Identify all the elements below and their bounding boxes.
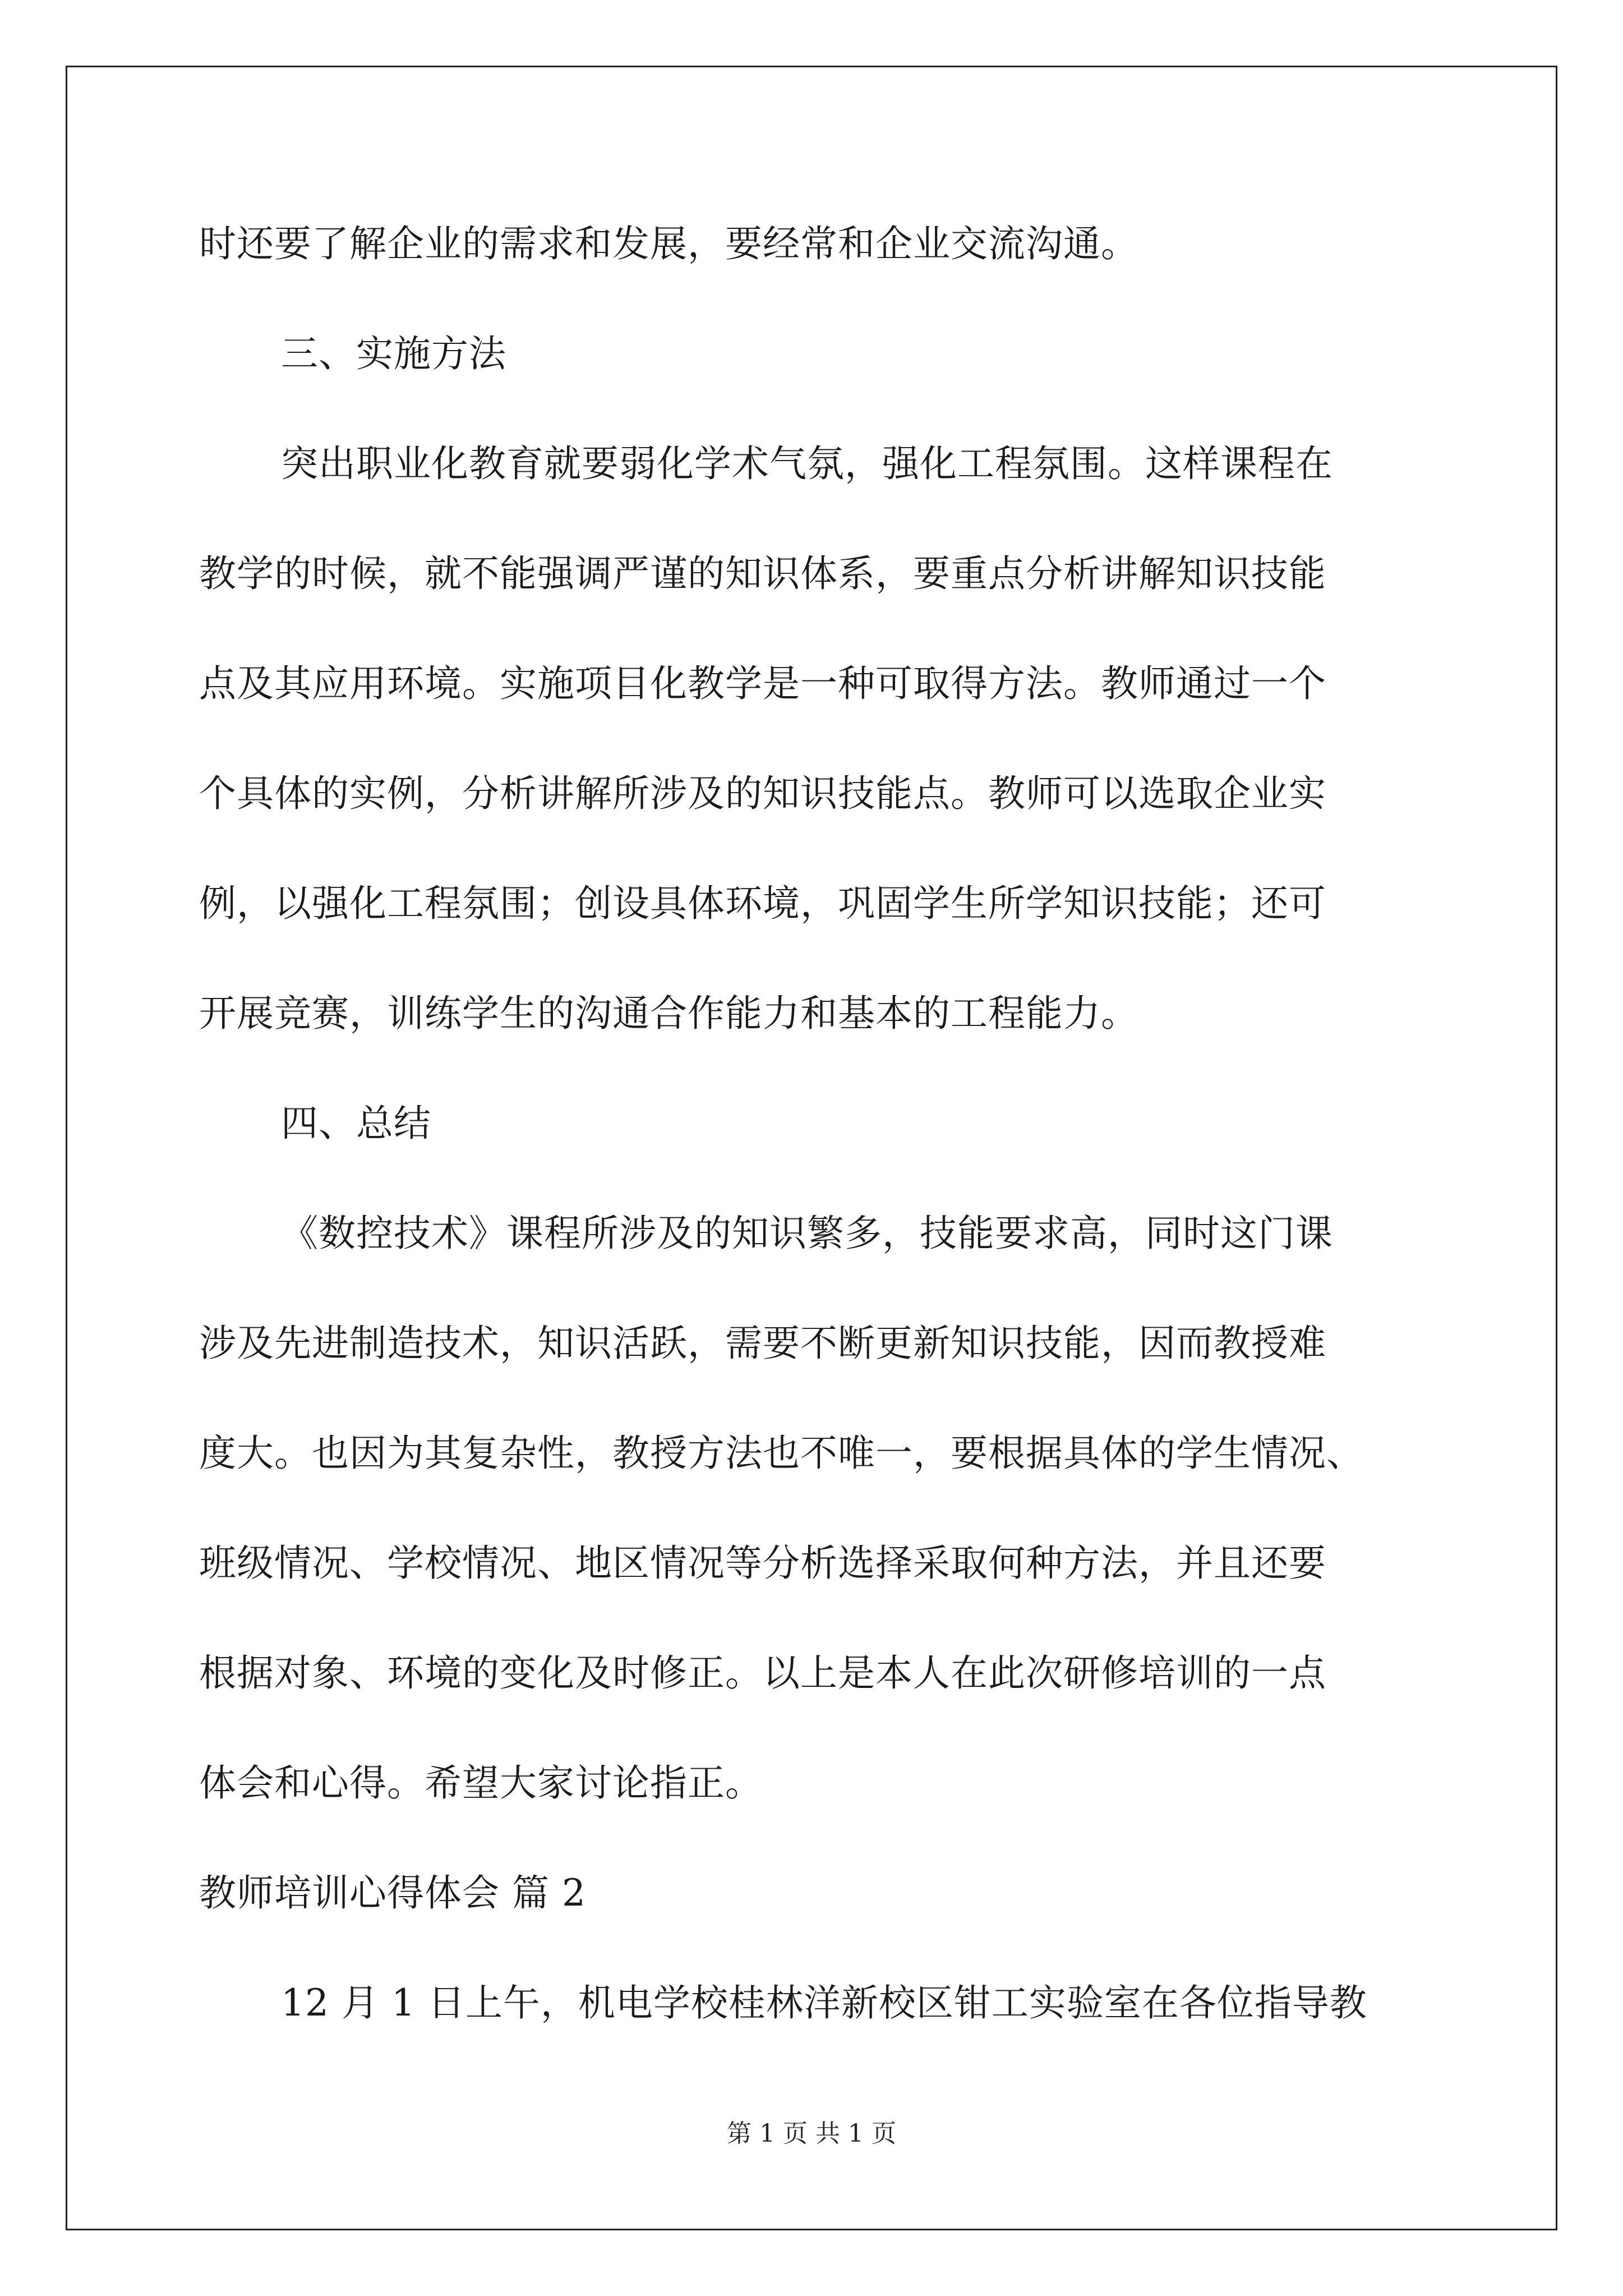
text-line: 个具体的实例，分析讲解所涉及的知识技能点。教师可以选取企业实 (199, 772, 1326, 815)
text-line: 12 月 1 日上午，机电学校桂林洋新校区钳工实验室在各位指导教 (281, 1981, 1367, 2024)
text-line: 例，以强化工程氛围；创设具体环境，巩固学生所学知识技能；还可 (199, 882, 1326, 925)
text-line: 度大。也因为其复杂性，教授方法也不唯一，要根据具体的学生情况、 (199, 1432, 1364, 1475)
text-line: 时还要了解企业的需求和发展，要经常和企业交流沟通。 (199, 222, 1138, 265)
section-heading: 三、实施方法 (281, 332, 506, 375)
text-line: 根据对象、环境的变化及时修正。以上是本人在此次研修培训的一点 (199, 1651, 1326, 1695)
article-title: 教师培训心得体会 篇 2 (199, 1871, 586, 1915)
text-line: 《数控技术》课程所涉及的知识繁多，技能要求高，同时这门课 (281, 1212, 1333, 1255)
text-line: 开展竞赛，训练学生的沟通合作能力和基本的工程能力。 (199, 992, 1138, 1035)
text-line: 点及其应用环境。实施项目化教学是一种可取得方法。教师通过一个 (199, 662, 1326, 705)
section-heading: 四、总结 (281, 1102, 431, 1145)
text-line: 突出职业化教育就要弱化学术气氛，强化工程氛围。这样课程在 (281, 442, 1333, 485)
page-footer: 第 1 页 共 1 页 (727, 2119, 896, 2148)
text-line: 涉及先进制造技术，知识活跃，需要不断更新知识技能，因而教授难 (199, 1322, 1326, 1365)
text-line: 教学的时候，就不能强调严谨的知识体系，要重点分析讲解知识技能 (199, 552, 1326, 595)
text-line: 班级情况、学校情况、地区情况等分析选择采取何种方法，并且还要 (199, 1542, 1326, 1585)
text-line: 体会和心得。希望大家讨论指正。 (199, 1761, 763, 1805)
